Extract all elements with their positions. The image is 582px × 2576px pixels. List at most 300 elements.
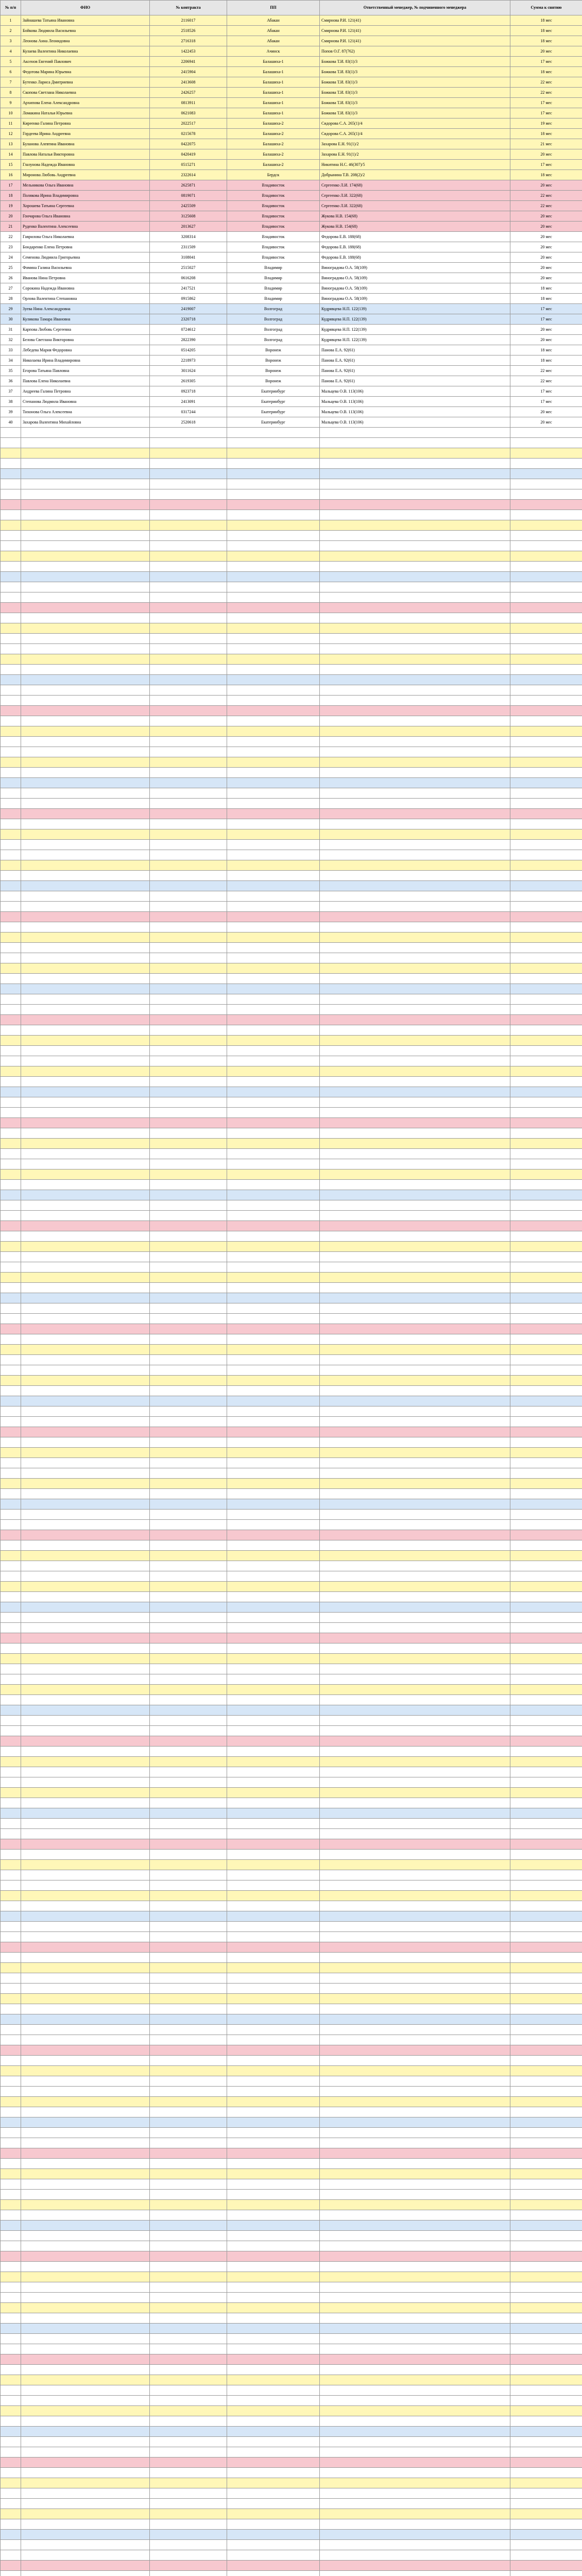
cell-num	[1, 1046, 21, 1056]
cell-num	[1, 1087, 21, 1097]
cell-manager	[320, 819, 510, 829]
cell-num: 17	[1, 180, 21, 191]
cell-num	[1, 1716, 21, 1726]
cell-fio	[21, 1571, 150, 1582]
cell-fio: Фомина Галина Васильевна	[21, 263, 150, 273]
cell-manager	[320, 1036, 510, 1046]
cell-fio	[21, 2303, 150, 2313]
cell-num	[1, 2499, 21, 2509]
cell-contract	[150, 2406, 227, 2416]
cell-term	[510, 1242, 582, 1252]
cell-manager	[320, 2416, 510, 2427]
cell-contract	[150, 448, 227, 459]
cell-city	[227, 2148, 320, 2159]
cell-city	[227, 974, 320, 984]
cell-manager	[320, 829, 510, 840]
cell-manager	[320, 2221, 510, 2231]
cell-term	[510, 809, 582, 819]
cell-contract	[150, 1716, 227, 1726]
cell-num	[1, 1468, 21, 1479]
cell-city	[227, 572, 320, 582]
cell-fio	[21, 479, 150, 489]
cell-manager	[320, 1345, 510, 1355]
cell-manager: Сергеенко Л.И. 322(68)	[320, 201, 510, 211]
cell-contract	[150, 1829, 227, 1839]
cell-manager	[320, 1592, 510, 1602]
cell-num	[1, 531, 21, 541]
cell-city	[227, 1860, 320, 1870]
cell-city	[227, 2365, 320, 2375]
cell-manager	[320, 2334, 510, 2344]
cell-city	[227, 531, 320, 541]
cell-city	[227, 1510, 320, 1520]
cell-fio	[21, 1891, 150, 1901]
cell-manager	[320, 1695, 510, 1705]
cell-term	[510, 2076, 582, 2087]
table-row	[1, 829, 582, 840]
cell-num	[1, 1252, 21, 1262]
cell-fio	[21, 1613, 150, 1623]
cell-fio	[21, 1406, 150, 1417]
cell-fio: Бондаренко Елена Петровна	[21, 242, 150, 252]
cell-term	[510, 1551, 582, 1561]
cell-term: 17 мес	[510, 57, 582, 67]
cell-contract: 2415904	[150, 67, 227, 77]
cell-contract	[150, 2056, 227, 2066]
cell-fio	[21, 860, 150, 871]
cell-fio	[21, 1767, 150, 1777]
cell-city	[227, 871, 320, 881]
cell-contract	[150, 1108, 227, 1118]
cell-term	[510, 1149, 582, 1159]
cell-fio	[21, 1345, 150, 1355]
cell-num	[1, 1777, 21, 1788]
table-row	[1, 263, 582, 273]
cell-fio	[21, 1159, 150, 1170]
cell-num	[1, 551, 21, 562]
table-row	[1, 1221, 582, 1231]
cell-manager	[320, 531, 510, 541]
cell-num	[1, 2447, 21, 2458]
cell-city	[227, 747, 320, 757]
cell-city	[227, 1592, 320, 1602]
table-row	[1, 1314, 582, 1324]
cell-manager	[320, 510, 510, 520]
cell-manager	[320, 1479, 510, 1489]
cell-term	[510, 2396, 582, 2406]
cell-contract	[150, 1551, 227, 1561]
table-row	[1, 1479, 582, 1489]
cell-manager	[320, 1489, 510, 1499]
cell-term	[510, 2550, 582, 2561]
cell-fio	[21, 1510, 150, 1520]
cell-contract	[150, 2416, 227, 2427]
cell-fio	[21, 2138, 150, 2148]
cell-num	[1, 1767, 21, 1777]
table-row	[1, 397, 582, 407]
cell-city	[227, 654, 320, 665]
table-row	[1, 592, 582, 603]
cell-num	[1, 2179, 21, 2190]
cell-city: Балашиха-1	[227, 57, 320, 67]
cell-city	[227, 696, 320, 706]
cell-fio	[21, 1808, 150, 1819]
table-row	[1, 1716, 582, 1726]
cell-fio	[21, 912, 150, 922]
table-body	[1, 15, 582, 2576]
cell-num	[1, 2056, 21, 2066]
cell-contract	[150, 2221, 227, 2231]
cell-manager	[320, 994, 510, 1005]
cell-contract	[150, 2561, 227, 2571]
cell-contract	[150, 1767, 227, 1777]
cell-num	[1, 1005, 21, 1015]
cell-manager: Кудрявцева Н.П. 122(139)	[320, 304, 510, 314]
cell-fio	[21, 1139, 150, 1149]
cell-term	[510, 2210, 582, 2221]
cell-city: Екатеринбург	[227, 386, 320, 397]
cell-term	[510, 2293, 582, 2303]
table-row	[1, 459, 582, 469]
table-row	[1, 541, 582, 551]
cell-contract	[150, 778, 227, 788]
cell-manager	[320, 582, 510, 592]
cell-contract: 2022517	[150, 118, 227, 129]
cell-contract	[150, 572, 227, 582]
cell-manager: Мальцева О.В. 113(106)	[320, 417, 510, 428]
cell-num	[1, 1499, 21, 1510]
table-row	[1, 489, 582, 500]
cell-city	[227, 1747, 320, 1757]
cell-term	[510, 1685, 582, 1695]
col-header-num: № п/п	[1, 1, 21, 15]
cell-num	[1, 1170, 21, 1180]
cell-fio	[21, 500, 150, 510]
cell-city	[227, 2190, 320, 2200]
cell-fio	[21, 1283, 150, 1293]
cell-contract	[150, 2272, 227, 2282]
cell-fio	[21, 2437, 150, 2447]
table-row	[1, 222, 582, 232]
cell-manager	[320, 2406, 510, 2416]
table-row	[1, 1056, 582, 1066]
cell-term	[510, 1324, 582, 1334]
table-row	[1, 2468, 582, 2478]
cell-num: 29	[1, 304, 21, 314]
cell-num	[1, 2427, 21, 2437]
cell-num	[1, 1365, 21, 1376]
table-row	[1, 1417, 582, 1427]
cell-city	[227, 1283, 320, 1293]
cell-term	[510, 1489, 582, 1499]
cell-manager	[320, 551, 510, 562]
table-row	[1, 1468, 582, 1479]
cell-fio	[21, 1829, 150, 1839]
cell-city	[227, 2025, 320, 2035]
table-row	[1, 2272, 582, 2282]
cell-term	[510, 2231, 582, 2241]
cell-num	[1, 2169, 21, 2179]
cell-num	[1, 469, 21, 479]
cell-fio	[21, 2561, 150, 2571]
cell-contract	[150, 1530, 227, 1540]
cell-num	[1, 757, 21, 768]
cell-city	[227, 2550, 320, 2561]
cell-num	[1, 871, 21, 881]
cell-num	[1, 520, 21, 531]
cell-city	[227, 1448, 320, 1458]
cell-city: Владивосток	[227, 232, 320, 242]
cell-city	[227, 1798, 320, 1808]
cell-term	[510, 2437, 582, 2447]
cell-city	[227, 2303, 320, 2313]
cell-num	[1, 1417, 21, 1427]
cell-fio	[21, 1334, 150, 1345]
cell-city	[227, 860, 320, 871]
cell-fio: Федотова Марина Юрьевна	[21, 67, 150, 77]
cell-term	[510, 1963, 582, 1973]
cell-fio	[21, 1437, 150, 1448]
cell-fio	[21, 2478, 150, 2488]
cell-contract	[150, 1726, 227, 1736]
cell-num	[1, 933, 21, 943]
table-row	[1, 232, 582, 242]
cell-term: 22 мес	[510, 88, 582, 98]
cell-num	[1, 1386, 21, 1396]
table-row	[1, 2416, 582, 2427]
cell-term: 17 мес	[510, 108, 582, 118]
cell-fio: Миронова Любовь Андреевна	[21, 170, 150, 180]
cell-manager	[320, 1066, 510, 1077]
cell-num	[1, 1437, 21, 1448]
cell-manager	[320, 912, 510, 922]
cell-fio	[21, 2427, 150, 2437]
cell-num	[1, 2313, 21, 2324]
cell-contract	[150, 1705, 227, 1716]
cell-city	[227, 1685, 320, 1695]
cell-term	[510, 829, 582, 840]
table-row	[1, 2210, 582, 2221]
cell-manager	[320, 1025, 510, 1036]
cell-num	[1, 2025, 21, 2035]
cell-manager	[320, 1643, 510, 1654]
cell-fio	[21, 592, 150, 603]
cell-contract	[150, 2427, 227, 2437]
cell-contract	[150, 1489, 227, 1499]
table-row	[1, 2396, 582, 2406]
table-row	[1, 2014, 582, 2025]
cell-city	[227, 1406, 320, 1417]
cell-manager	[320, 1685, 510, 1695]
cell-contract	[150, 747, 227, 757]
table-row	[1, 191, 582, 201]
cell-contract	[150, 1479, 227, 1489]
cell-fio	[21, 644, 150, 654]
table-row	[1, 2293, 582, 2303]
cell-city	[227, 2107, 320, 2117]
table-row	[1, 654, 582, 665]
cell-num	[1, 2231, 21, 2241]
cell-fio	[21, 623, 150, 634]
cell-term: 18 мес	[510, 294, 582, 304]
cell-term	[510, 1128, 582, 1139]
cell-contract	[150, 2396, 227, 2406]
cell-fio	[21, 1355, 150, 1365]
cell-manager	[320, 943, 510, 953]
cell-contract: 2426257	[150, 88, 227, 98]
cell-fio: Буланова Алевтина Ивановна	[21, 139, 150, 149]
cell-num	[1, 2344, 21, 2354]
cell-num	[1, 1932, 21, 1942]
cell-contract	[150, 2241, 227, 2251]
cell-manager	[320, 2437, 510, 2447]
cell-city	[227, 1087, 320, 1097]
cell-term	[510, 726, 582, 737]
cell-manager	[320, 592, 510, 603]
cell-num	[1, 1015, 21, 1025]
cell-term	[510, 551, 582, 562]
cell-manager	[320, 654, 510, 665]
cell-city	[227, 489, 320, 500]
cell-fio	[21, 459, 150, 469]
cell-contract	[150, 1592, 227, 1602]
table-row	[1, 252, 582, 263]
cell-city	[227, 1674, 320, 1685]
table-row	[1, 623, 582, 634]
table-row	[1, 1520, 582, 1530]
cell-contract	[150, 788, 227, 799]
cell-manager	[320, 1211, 510, 1221]
cell-contract	[150, 2066, 227, 2076]
cell-city	[227, 1540, 320, 1551]
cell-manager	[320, 1376, 510, 1386]
cell-city	[227, 2251, 320, 2262]
table-row	[1, 757, 582, 768]
cell-term	[510, 1376, 582, 1386]
table-row	[1, 912, 582, 922]
cell-manager	[320, 2375, 510, 2385]
cell-num: 13	[1, 139, 21, 149]
cell-manager	[320, 1860, 510, 1870]
cell-num	[1, 2262, 21, 2272]
table-row	[1, 2159, 582, 2169]
cell-city	[227, 1643, 320, 1654]
cell-city	[227, 881, 320, 891]
cell-num	[1, 2221, 21, 2231]
cell-manager: Виноградова О.А. 58(109)	[320, 263, 510, 273]
cell-fio	[21, 1365, 150, 1376]
cell-contract	[150, 1242, 227, 1252]
cell-manager	[320, 1221, 510, 1231]
cell-term	[510, 1396, 582, 1406]
table-row	[1, 768, 582, 778]
cell-fio	[21, 1231, 150, 1242]
cell-city	[227, 582, 320, 592]
cell-fio	[21, 2066, 150, 2076]
cell-num	[1, 1396, 21, 1406]
cell-term	[510, 2458, 582, 2468]
cell-city	[227, 2427, 320, 2437]
cell-manager	[320, 1077, 510, 1087]
cell-manager	[320, 1406, 510, 1417]
table-row	[1, 1406, 582, 1417]
cell-contract	[150, 2004, 227, 2014]
table-row	[1, 2303, 582, 2313]
cell-city	[227, 2334, 320, 2344]
cell-num	[1, 1726, 21, 1736]
cell-term	[510, 623, 582, 634]
cell-manager	[320, 1633, 510, 1643]
cell-manager	[320, 1767, 510, 1777]
cell-num	[1, 2437, 21, 2447]
cell-term: 20 мес	[510, 180, 582, 191]
cell-city	[227, 994, 320, 1005]
cell-fio	[21, 2107, 150, 2117]
cell-manager	[320, 2385, 510, 2396]
table-row	[1, 1036, 582, 1046]
cell-fio	[21, 1922, 150, 1932]
table-row	[1, 860, 582, 871]
cell-term: 17 мес	[510, 98, 582, 108]
cell-num	[1, 2066, 21, 2076]
cell-num	[1, 1118, 21, 1128]
cell-fio	[21, 2519, 150, 2530]
cell-city	[227, 1458, 320, 1468]
cell-contract	[150, 1674, 227, 1685]
table-row	[1, 1283, 582, 1293]
table-row	[1, 1973, 582, 1984]
cell-contract	[150, 1736, 227, 1747]
cell-fio	[21, 1108, 150, 1118]
cell-contract: 2419007	[150, 304, 227, 314]
cell-manager	[320, 2179, 510, 2190]
cell-contract	[150, 1901, 227, 1911]
cell-city	[227, 2159, 320, 2169]
cell-manager	[320, 716, 510, 726]
table-row	[1, 2447, 582, 2458]
cell-contract	[150, 1963, 227, 1973]
table-row	[1, 840, 582, 850]
table-row	[1, 943, 582, 953]
cell-term	[510, 1159, 582, 1170]
cell-fio	[21, 654, 150, 665]
cell-fio: Гордеева Ирина Андреевна	[21, 129, 150, 139]
cell-num	[1, 592, 21, 603]
cell-contract	[150, 438, 227, 448]
cell-term	[510, 1994, 582, 2004]
cell-contract	[150, 933, 227, 943]
cell-manager	[320, 778, 510, 788]
cell-term	[510, 902, 582, 912]
cell-contract	[150, 1324, 227, 1334]
cell-city	[227, 943, 320, 953]
cell-manager	[320, 1386, 510, 1396]
table-row	[1, 407, 582, 417]
cell-contract	[150, 2148, 227, 2159]
cell-contract	[150, 706, 227, 716]
cell-num	[1, 1850, 21, 1860]
cell-contract	[150, 510, 227, 520]
cell-manager	[320, 1540, 510, 1551]
cell-fio: Ломакина Наталья Юрьевна	[21, 108, 150, 118]
cell-term	[510, 1571, 582, 1582]
cell-manager	[320, 2087, 510, 2097]
table-row	[1, 479, 582, 489]
cell-contract	[150, 1046, 227, 1056]
cell-term: 22 мес	[510, 201, 582, 211]
cell-term	[510, 1664, 582, 1674]
table-row	[1, 1767, 582, 1777]
